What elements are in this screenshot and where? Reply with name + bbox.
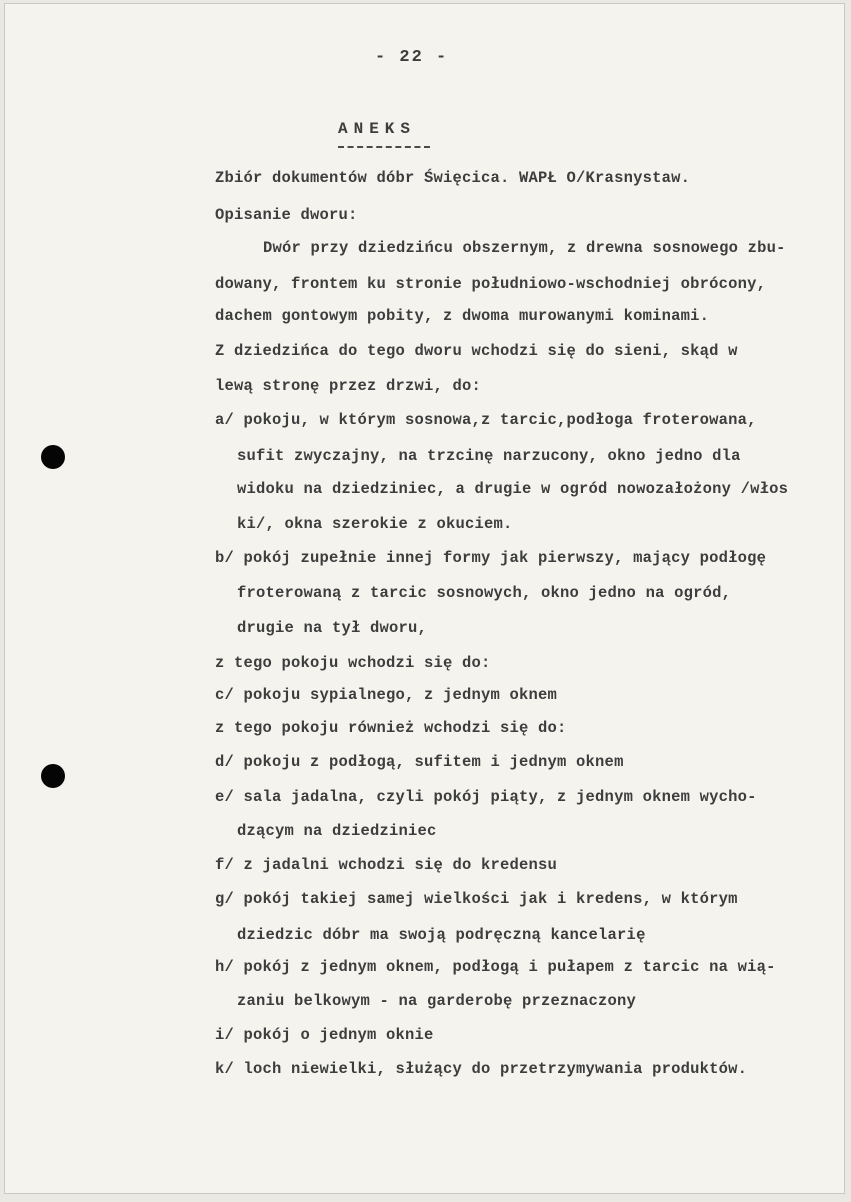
item-g-line-1: g/ pokój takiej samej wielkości jak i kredens, w którym [215,890,738,908]
page-number: - 22 - [375,48,449,67]
item-e-line-1: e/ sala jadalna, czyli pokój piąty, z jednym oknem wycho- [215,788,757,806]
item-i: i/ pokój o jednym oknie [215,1026,434,1044]
item-b-line-1: b/ pokój zupełnie innej formy jak pierwszy, mający podłogę [215,549,767,567]
punch-hole-top [41,445,65,469]
heading: ANEKS [338,120,417,138]
source-line: Zbiór dokumentów dóbr Święcica. WAPŁ O/Krasnystaw. [215,169,691,187]
item-c: c/ pokoju sypialnego, z jednym oknem [215,686,558,704]
heading-underline [338,146,430,148]
item-b-line-3: drugie na tył dworu, [237,619,428,637]
intro-line-5: lewą stronę przez drzwi, do: [215,377,482,395]
item-k: k/ loch niewielki, służący do przetrzymywania produktów. [215,1060,748,1078]
item-h-line-1: h/ pokój z jednym oknem, podłogą i pułapem z tarcic na wią- [215,958,776,976]
item-g-line-2: dziedzic dóbr ma swoją podręczną kancelarię [237,926,646,944]
section-title: Opisanie dworu: [215,206,358,224]
item-a-line-2: sufit zwyczajny, na trzcinę narzucony, okno jedno dla [237,447,741,465]
intro-line-2: dowany, frontem ku stronie południowo-wschodniej obrócony, [215,275,767,293]
item-c-after: z tego pokoju również wchodzi się do: [215,719,567,737]
item-h-line-2: zaniu belkowym - na garderobę przeznaczony [237,992,637,1010]
punch-hole-bottom [41,764,65,788]
item-d: d/ pokoju z podłogą, sufitem i jednym oknem [215,753,624,771]
item-b-line-2: froterowaną z tarcic sosnowych, okno jedno na ogród, [237,584,732,602]
item-a-line-4: ki/, okna szerokie z okuciem. [237,515,513,533]
document-page [4,3,845,1194]
item-a-line-1: a/ pokoju, w którym sosnowa,z tarcic,podłoga froterowana, [215,411,757,429]
intro-line-1: Dwór przy dziedzińcu obszernym, z drewna sosnowego zbu- [263,239,786,257]
item-f: f/ z jadalni wchodzi się do kredensu [215,856,558,874]
intro-line-3: dachem gontowym pobity, z dwoma murowanymi kominami. [215,307,710,325]
item-e-line-2: dzącym na dziedziniec [237,822,437,840]
intro-line-4: Z dziedzińca do tego dworu wchodzi się do sieni, skąd w [215,342,738,360]
item-a-line-3: widoku na dziedziniec, a drugie w ogród nowozałożony /włos [237,480,789,498]
item-b-after: z tego pokoju wchodzi się do: [215,654,491,672]
